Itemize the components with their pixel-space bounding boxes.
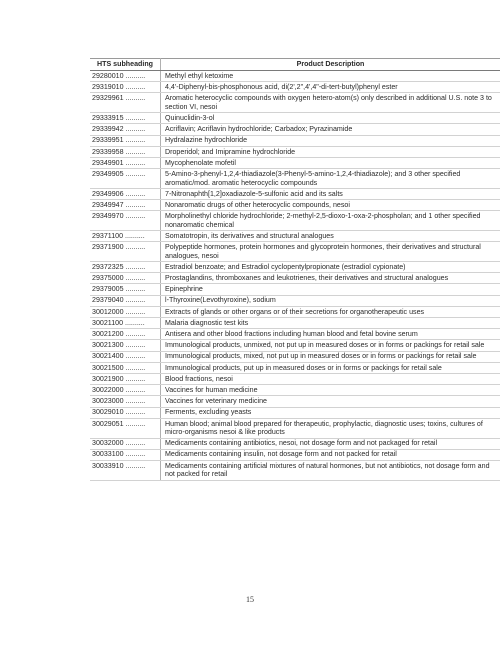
table-row [90,135,500,146]
product-description-cell: Prostaglandins, thromboxanes and leukotrienes, their derivatives and structural analogues [161,273,500,284]
table-row [90,71,500,82]
hts-table [90,58,500,481]
product-description-cell: Medicaments containing antibiotics, nesoi, not dosage form and not packaged for retail [161,438,500,449]
hts-subheading-header: HTS subheading [90,59,161,71]
hts-code-cell: 29349901 .......... [90,158,161,169]
product-description-header: Product Description [161,59,500,71]
product-description-cell: Acriflavin; Acriflavin hydrochloride; Carbadox; Pyrazinamide [161,124,500,135]
hts-code-cell: 29371900 .......... [90,242,161,262]
product-description-cell: Nonaromatic drugs of other heterocyclic compounds, nesoi [161,200,500,211]
product-description-cell: Epinephrine [161,284,500,295]
hts-code-cell: 30032000 .......... [90,438,161,449]
table-row [90,351,500,362]
product-description-cell: Morpholinethyl chloride hydrochloride; 2-methyl-2,5-dioxo-1-oxa-2-phospholan; and 1 other specified nonaromatic chemical [161,211,500,231]
product-description-cell: Immunological products, unmixed, not put up in measured doses or in forms or packings for retail sale [161,340,500,351]
table-row [90,284,500,295]
hts-code-cell: 30021100 .......... [90,318,161,329]
product-description-cell: Blood fractions, nesoi [161,373,500,384]
product-description-cell: Malaria diagnostic test kits [161,318,500,329]
product-description-cell: Antisera and other blood fractions including human blood and fetal bovine serum [161,329,500,340]
hts-code-cell: 29379005 .......... [90,284,161,295]
table-row [90,242,500,262]
hts-code-cell: 30021200 .......... [90,329,161,340]
table-row [90,449,500,460]
hts-code-cell: 30021300 .......... [90,340,161,351]
product-description-cell: Aromatic heterocyclic compounds with oxygen hetero-atom(s) only described in additional U.S. note 3 to section VI, nesoi [161,93,500,113]
table-row [90,329,500,340]
table-header-row [90,59,500,71]
product-description-cell: Extracts of glands or other organs or of their secretions for organotherapeutic uses [161,306,500,317]
hts-code-cell: 29372325 .......... [90,262,161,273]
product-description-cell: Estradiol benzoate; and Estradiol cyclopentylpropionate (estradiol cypionate) [161,262,500,273]
table-row [90,188,500,199]
table-row [90,113,500,124]
table-row [90,306,500,317]
product-description-cell: 7-Nitronaphth[1,2]oxadiazole-5-sulfonic acid and its salts [161,188,500,199]
product-description-cell: l-Thyroxine(Levothyroxine), sodium [161,295,500,306]
table-row [90,318,500,329]
table-row [90,82,500,93]
table-row [90,418,500,438]
hts-code-cell: 30021900 .......... [90,373,161,384]
hts-code-cell: 29339958 .......... [90,146,161,157]
table-row [90,231,500,242]
table-row [90,158,500,169]
hts-code-cell: 29371100 .......... [90,231,161,242]
hts-code-cell: 29349947 .......... [90,200,161,211]
table-row [90,169,500,189]
product-description-cell: Droperidol; and Imipramine hydrochloride [161,146,500,157]
hts-code-cell: 30023000 .......... [90,396,161,407]
product-description-cell: Somatotropin, its derivatives and structural analogues [161,231,500,242]
product-description-cell: Quinuclidin-3-ol [161,113,500,124]
product-description-cell: Immunological products, mixed, not put up in measured doses or in forms or packings for retail sale [161,351,500,362]
table-body [90,71,500,481]
product-description-cell: Medicaments containing artificial mixtures of natural hormones, but not antibiotics, not dosage form and not packed for retail [161,460,500,480]
product-description-cell: Ferments, excluding yeasts [161,407,500,418]
table-row [90,373,500,384]
hts-code-cell: 29319010 .......... [90,82,161,93]
product-description-cell: Mycophenolate mofetil [161,158,500,169]
hts-code-cell: 30012000 .......... [90,306,161,317]
hts-code-cell: 29339942 .......... [90,124,161,135]
table-row [90,146,500,157]
table-row [90,124,500,135]
hts-code-cell: 30021500 .......... [90,362,161,373]
page-number: 15 [246,595,254,604]
table-row [90,396,500,407]
table-row [90,295,500,306]
table-row [90,200,500,211]
hts-code-cell: 29375000 .......... [90,273,161,284]
product-description-cell: Immunological products, put up in measured doses or in forms or packings for retail sale [161,362,500,373]
product-description-cell: Vaccines for human medicine [161,385,500,396]
product-description-cell: 4,4'-Diphenyl-bis-phosphonous acid, di(2',2",4',4"-di-tert-butyl)phenyl ester [161,82,500,93]
hts-code-cell: 29329961 .......... [90,93,161,113]
hts-code-cell: 30029010 .......... [90,407,161,418]
hts-code-cell: 29339951 .......... [90,135,161,146]
product-description-cell: Methyl ethyl ketoxime [161,71,500,82]
table-row [90,211,500,231]
hts-code-cell: 29349905 .......... [90,169,161,189]
product-description-cell: Hydralazine hydrochloride [161,135,500,146]
product-description-cell: Human blood; animal blood prepared for therapeutic, prophylactic, diagnostic uses; toxins, cultures of micro-organisms nesoi & like products [161,418,500,438]
table-row [90,407,500,418]
hts-code-cell: 30033100 .......... [90,449,161,460]
hts-code-cell: 30029051 .......... [90,418,161,438]
hts-code-cell: 29349906 .......... [90,188,161,199]
product-description-cell: 5-Amino-3-phenyl-1,2,4-thiadiazole(3-Phenyl-5-amino-1,2,4-thiadiazole); and 3 other specified aromatic/mod. aromatic heterocyclic compounds [161,169,500,189]
product-description-cell: Polypeptide hormones, protein hormones and glycoprotein hormones, their derivatives and structural analogues, nesoi [161,242,500,262]
table-row [90,262,500,273]
product-description-cell: Medicaments containing insulin, not dosage form and not packed for retail [161,449,500,460]
product-description-cell: Vaccines for veterinary medicine [161,396,500,407]
hts-code-cell: 29349970 .......... [90,211,161,231]
table-row [90,340,500,351]
table-row [90,93,500,113]
hts-code-cell: 30033910 .......... [90,460,161,480]
hts-code-cell: 29379040 .......... [90,295,161,306]
table-row [90,362,500,373]
table-row [90,385,500,396]
table-row [90,273,500,284]
hts-code-cell: 29280010 .......... [90,71,161,82]
hts-code-cell: 30022000 .......... [90,385,161,396]
table-row [90,438,500,449]
hts-code-cell: 29333915 .......... [90,113,161,124]
hts-code-cell: 30021400 .......... [90,351,161,362]
table-row [90,460,500,480]
